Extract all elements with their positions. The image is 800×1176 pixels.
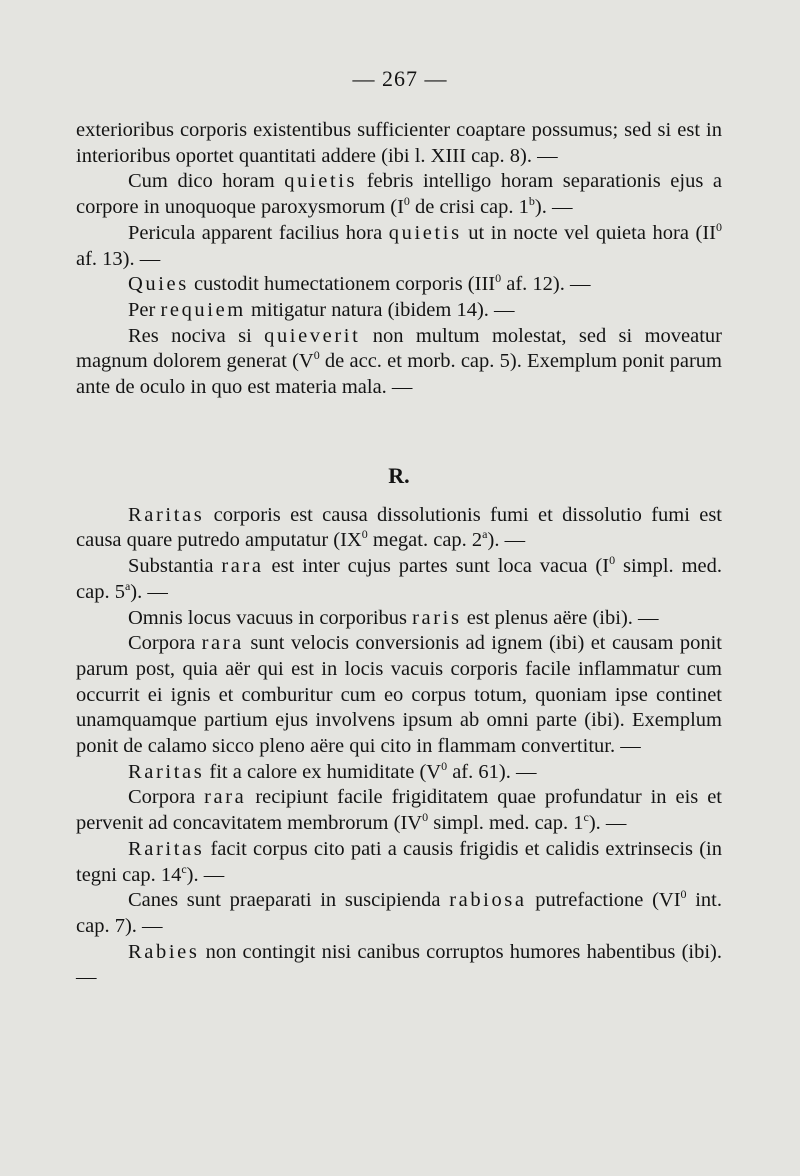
spaced-term: quieverit (264, 324, 361, 347)
paragraph: Raritas fit a calore ex humiditate ($V^0$ af. 61). — (128, 758, 537, 783)
section-heading: R. (388, 462, 410, 488)
paragraph: Raritas facit corpus cito pati a causis frigidis et calidis extrinsecis (in tegni cap. 14$^c$). — (76, 837, 722, 886)
paragraph: Res nociva si quieverit non multum molestat, sed si moveatur magnum dolorem generat ($V^0$ de acc. et morb. cap. 5). Exemplum ponit parum ante de oculo in quo est materia mala. — (76, 324, 722, 399)
spaced-term: rara (201, 632, 244, 655)
paragraph: Cum dico horam quietis febris intelligo horam separationis ejus a corpore in unoquoque paroxysmorum ($I^0$ de crisi cap. 1$^b$). — (76, 170, 722, 219)
paragraph: Rabies non contingit nisi canibus corruptos humores habentibus (ibi). — (76, 940, 722, 989)
spaced-term: requiem (160, 298, 246, 321)
spaced-term: Raritas (128, 760, 205, 783)
spaced-term: Raritas (128, 837, 205, 860)
spaced-term: rara (221, 555, 264, 578)
paragraph: Per requiem mitigatur natura (ibidem 14). — (128, 298, 515, 321)
spaced-term: Rabies (128, 940, 200, 963)
paragraph: Canes sunt praeparati in suscipienda rabiosa putrefactione ($VI^0$ int. cap. 7). — (76, 887, 722, 937)
spaced-term: raris (412, 606, 462, 629)
spaced-term: Raritas (128, 503, 205, 526)
spaced-term: quietis (388, 221, 462, 244)
paragraph: Raritas corporis est causa dissolutionis fumi et dissolutio fumi est causa quare putredo amputatur ($IX^0$ megat. cap. 2$^a$). — (76, 503, 722, 552)
paragraph: exterioribus corporis existentibus sufficienter coaptare possumus; sed si est in interioribus oportet quantitati addere (ibi l. XIII cap. 8). — (76, 119, 722, 167)
body-text (76, 118, 722, 991)
spaced-term: Quies (128, 273, 189, 296)
spaced-term: quietis (284, 170, 358, 193)
page-number: — 267 — (352, 66, 448, 91)
paragraph: Quies custodit humectationem corporis (III$^0$ af. 12). — (128, 271, 591, 296)
paragraph: Pericula apparent facilius hora quietis ut in nocte vel quieta hora ($II^0$ af. 13). — (76, 219, 723, 270)
paragraph: Substantia rara est inter cujus partes sunt loca vacua ($I^0$ simpl. med. cap. 5$^a$). — (76, 553, 722, 603)
spaced-term: rabiosa (449, 889, 527, 912)
paragraph: Corpora rara recipiunt facile frigiditatem quae profundatur in eis et pervenit ad concavitatem membrorum ($IV^0$ simpl. med. cap. 1$^c$). — (76, 786, 722, 835)
spaced-term: rara (204, 786, 247, 809)
paragraph: Corpora rara sunt velocis conversionis ad ignem (ibi) et causam ponit parum post, quia aër qui est in locis vacuis corporis facile inflammatur cum occurrit ei ignis et comburitur cum eo corpus totum, quoniam ipse continet unamquamque partium ejus involvens ipsum ab omni parte (ibi). Exemplum ponit de calamo sicco pleno aëre qui cito in flammam convertitur. — (76, 632, 722, 758)
paragraph: Omnis locus vacuus in corporibus raris est plenus aëre (ibi). — (128, 606, 659, 629)
